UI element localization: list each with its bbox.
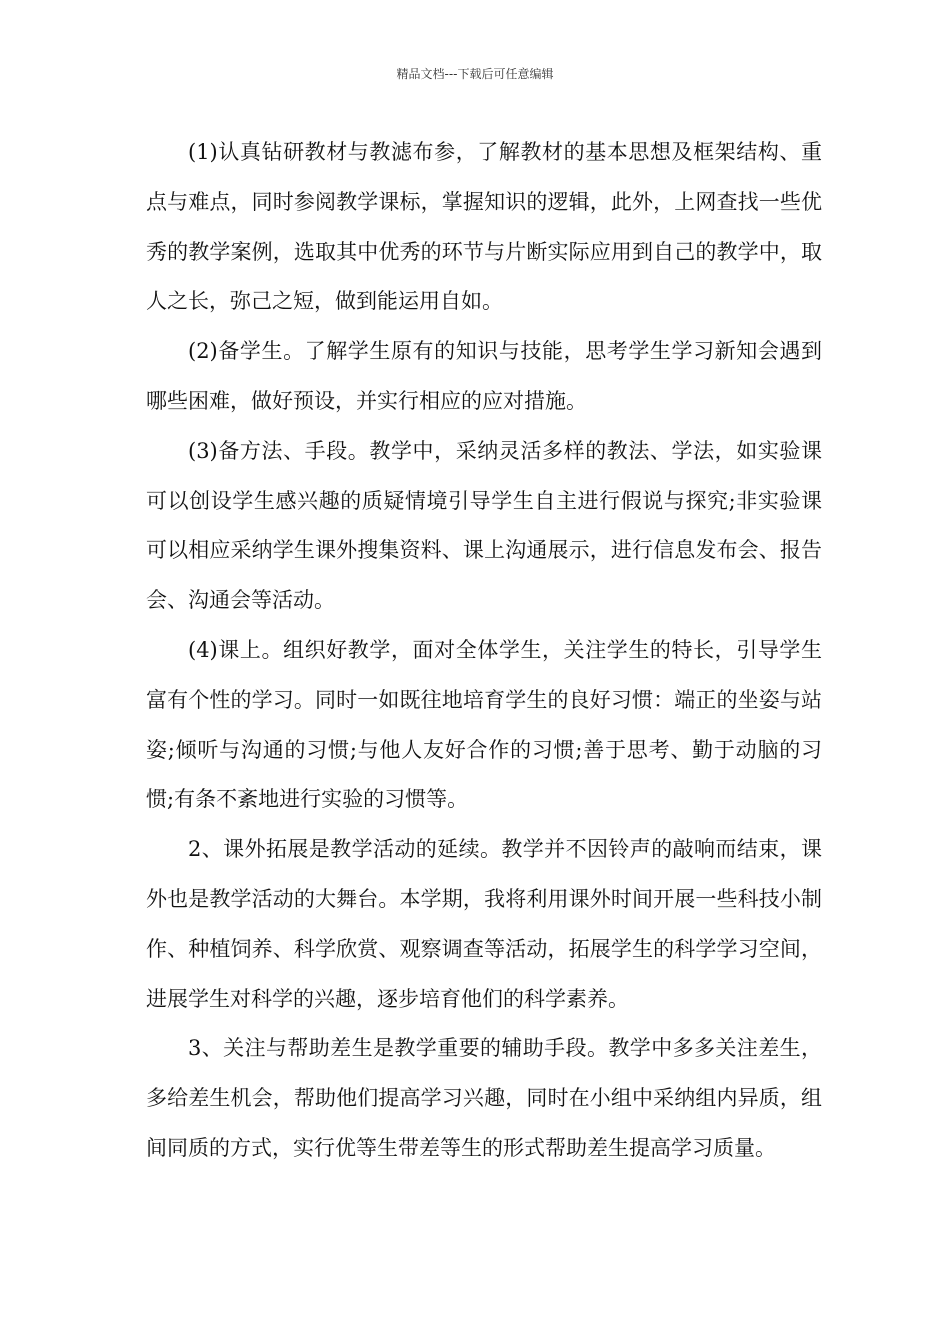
paragraph-prepare-textbook: (1)认真钻研教材与教滤布参，了解教材的基本思想及框架结构、重点与难点，同时参阅教学课标，掌握知识的逻辑，此外，上网查找一些优秀的教学案例，选取其中优秀的环节与片断实际应用到自己的教学中，取人之长，弥己之短，做到能运用自如。 bbox=[146, 140, 822, 314]
document-body bbox=[146, 128, 822, 1174]
paragraph-prepare-methods: (3)备方法、手段。教学中，采纳灵活多样的教法、学法，如实验课可以创设学生感兴趣的质疑情境引导学生自主进行假说与探究;非实验课可以相应采纳学生课外搜集资料、课上沟通展示，进行信息发布会、报告会、沟通会等活动。 bbox=[146, 438, 822, 613]
paragraph-prepare-students: (2)备学生。了解学生原有的知识与技能，思考学生学习新知会遇到哪些困难，做好预设，并实行相应的应对措施。 bbox=[146, 339, 822, 413]
page-header: 精品文档---下载后可任意编辑 bbox=[396, 67, 554, 81]
paragraph-in-class: (4)课上。组织好教学，面对全体学生，关注学生的特长，引导学生富有个性的学习。同时一如既往地培育学生的良好习惯：端正的坐姿与站姿;倾听与沟通的习惯;与他人友好合作的习惯;善于思考、勤于动脑的习惯;有条不紊地进行实验的习惯等。 bbox=[146, 637, 822, 812]
paragraph-extracurricular: 2、课外拓展是教学活动的延续。教学并不因铃声的敲响而结束，课外也是教学活动的大舞台。本学期，我将利用课外时间开展一些科技小制作、种植饲养、科学欣赏、观察调查等活动，拓展学生的科学学习空间，进展学生对科学的兴趣，逐步培育他们的科学素养。 bbox=[146, 837, 822, 1011]
paragraph-help-students: 3、关注与帮助差生是教学重要的辅助手段。教学中多多关注差生，多给差生机会，帮助他们提高学习兴趣，同时在小组中采纳组内异质，组间同质的方式，实行优等生带差等生的形式帮助差生提高学习质量。 bbox=[146, 1036, 822, 1160]
